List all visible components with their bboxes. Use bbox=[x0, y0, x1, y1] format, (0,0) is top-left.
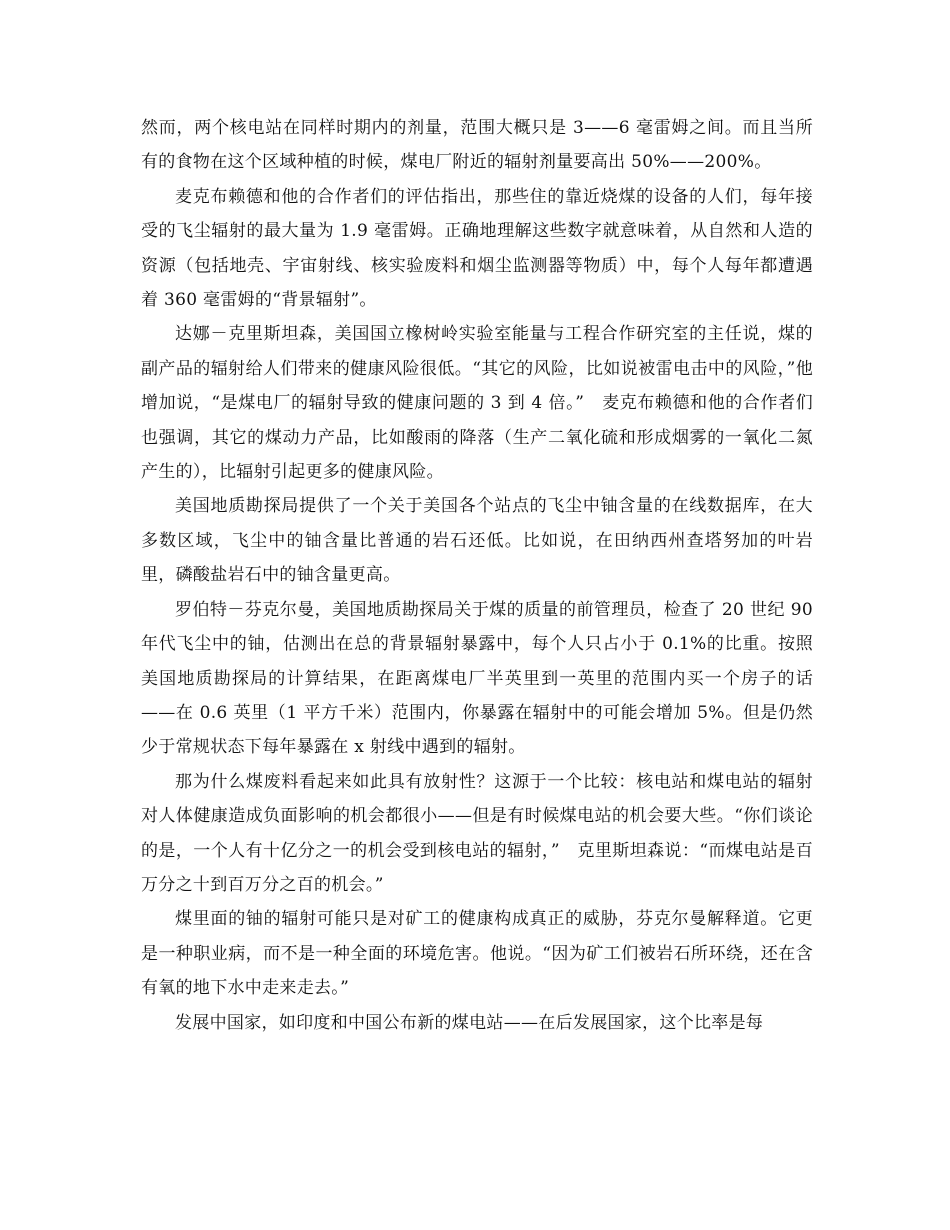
paragraph: 麦克布赖德和他的合作者们的评估指出，那些住的靠近烧煤的设备的人们，每年接受的飞尘辐射的最大量为 1.9 毫雷姆。正确地理解这些数字就意味着，从自然和人造的资源（包括地壳、宇宙射线、核实验废料和烟尘监测器等物质）中，每个人每年都遭遇着 360 毫雷姆的“背景辐射”。 bbox=[141, 186, 813, 311]
paragraph: 发展中国家，如印度和中国公布新的煤电站——在后发展国家，这个比率是每 bbox=[175, 1012, 764, 1033]
paragraph: 那为什么煤废料看起来如此具有放射性？这源于一个比较：核电站和煤电站的辐射对人体健康造成负面影响的机会都很小——但是有时候煤电站的机会要大些。“你们谈论的是，一个人有十亿分之一的机会受到核电站的辐射，” 克里斯坦森说：“而煤电站是百万分之十到百万分之百的机会。” bbox=[141, 771, 813, 895]
document-page bbox=[141, 111, 813, 1040]
paragraph: 美国地质勘探局提供了一个关于美国各个站点的飞尘中铀含量的在线数据库，在大多数区域，飞尘中的铀含量比普通的岩石还低。比如说，在田纳西州查塔努加的叶岩里，磷酸盐岩石中的铀含量更高。 bbox=[141, 496, 813, 586]
paragraph: 达娜－克里斯坦森，美国国立橡树岭实验室能量与工程合作研究室的主任说，煤的副产品的辐射给人们带来的健康风险很低。“其它的风险，比如说被雷电击中的风险，”他增加说，“是煤电厂的辐射导致的健康问题的 3 到 4 倍。” 麦克布赖德和他的合作者们也强调，其它的煤动力产品，比如酸雨的降落（生产二氧化硫和形成烟雾的一氧化二氮产生的），比辐射引起更多的健康风险。 bbox=[141, 324, 813, 483]
paragraph: 罗伯特－芬克尔曼，美国地质勘探局关于煤的质量的前管理员，检查了 20 世纪 90 年代飞尘中的铀，估测出在总的背景辐射暴露中，每个人只占小于 0.1%的比重。按照美国地质勘探局的计算结果，在距离煤电厂半英里到一英里的范围内买一个房子的话——在 0.6 英里（1 平方千米）范围内，你暴露在辐射中的可能会增加 5%。但是仍然少于常规状态下每年暴露在 x 射线中遇到的辐射。 bbox=[141, 599, 813, 758]
paragraph: 煤里面的铀的辐射可能只是对矿工的健康构成真正的威胁，芬克尔曼解释道。它更是一种职业病，而不是一种全面的环境危害。他说。“因为矿工们被岩石所环绕，还在含有氧的地下水中走来走去。” bbox=[141, 909, 813, 999]
paragraph: 然而，两个核电站在同样时期内的剂量，范围大概只是 3——6 毫雷姆之间。而且当所有的食物在这个区域种植的时候，煤电厂附近的辐射剂量要高出 50%——200%。 bbox=[141, 118, 813, 173]
